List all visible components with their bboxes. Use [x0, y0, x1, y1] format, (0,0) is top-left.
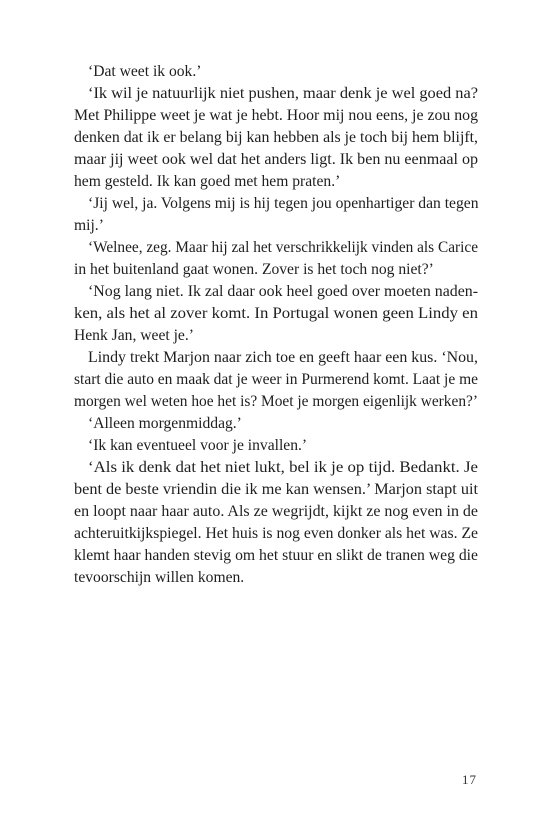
text-line-content: mij.’	[74, 217, 104, 234]
text-line	[74, 457, 478, 479]
text-line-content: ‘Ik kan eventueel voor je invallen.’	[88, 437, 308, 454]
text-line	[74, 413, 478, 435]
text-line-content: bent de beste vriendin die ik me kan wensen.’ Marjon stapt uit	[74, 481, 478, 498]
text-line-content: klemt haar handen stevig om het stuur en slikt de tranen weg die	[74, 547, 478, 564]
text-line	[74, 501, 478, 523]
text-line-content: ken, als het al zover komt. In Portugal wonen geen Lindy en	[74, 305, 478, 322]
text-line-content: ‘Jij wel, ja. Volgens mij is hij tegen jou openhartiger dan tegen	[88, 195, 479, 212]
text-line-content: Lindy trekt Marjon naar zich toe en geeft haar een kus. ‘Nou,	[88, 349, 478, 366]
text-line-content: ‘Dat weet ik ook.’	[88, 63, 202, 80]
text-line-content: ‘Alleen morgenmiddag.’	[88, 415, 242, 432]
text-line-content: hem gesteld. Ik kan goed met hem praten.’	[74, 173, 341, 190]
text-line	[74, 149, 478, 171]
text-line	[74, 127, 478, 149]
text-line	[74, 435, 478, 457]
text-line	[74, 171, 478, 193]
text-line-content: denken dat ik er belang bij kan hebben als je toch bij hem blijft,	[74, 129, 478, 146]
text-line	[74, 369, 478, 391]
text-line	[74, 237, 478, 259]
text-line-content: in het buitenland gaat wonen. Zover is het toch nog niet?’	[74, 261, 434, 278]
text-line-content: en loopt naar haar auto. Als ze wegrijdt, kijkt ze nog even in de	[74, 503, 478, 520]
text-line	[74, 545, 478, 567]
text-line	[74, 61, 478, 83]
text-line-content: maar jij weet ook wel dat het anders ligt. Ik ben nu eenmaal op	[74, 151, 479, 168]
text-line	[74, 347, 478, 369]
text-line	[74, 105, 478, 127]
text-line	[74, 215, 478, 237]
body-text	[74, 61, 478, 589]
text-line	[74, 325, 478, 347]
text-line-content: Met Philippe weet je wat je hebt. Hoor mij nou eens, je zou nog	[74, 107, 478, 124]
text-line	[74, 83, 478, 105]
text-line-content: tevoorschijn willen komen.	[74, 569, 245, 586]
text-line-content: ‘Als ik denk dat het niet lukt, bel ik je op tijd. Bedankt. Je	[88, 459, 478, 476]
page-number: 17	[462, 772, 477, 787]
text-line-content: morgen wel weten hoe het is? Moet je morgen eigenlijk werken?’	[74, 393, 478, 410]
text-line-content: ‘Welnee, zeg. Maar hij zal het verschrikkelijk vinden als Carice	[88, 239, 478, 256]
text-line	[74, 259, 478, 281]
text-line	[74, 303, 478, 325]
text-line	[74, 281, 478, 303]
text-line-content: Henk Jan, weet je.’	[74, 327, 194, 344]
text-line-content: ‘Ik wil je natuurlijk niet pushen, maar denk je wel goed na?	[88, 85, 478, 102]
text-line	[74, 567, 478, 589]
text-line-content: start die auto en maak dat je weer in Purmerend komt. Laat je me	[74, 371, 478, 388]
text-line	[74, 523, 478, 545]
text-line-content: achteruitkijkspiegel. Het huis is nog even donker als het was. Ze	[74, 525, 479, 542]
text-line-content: ‘Nog lang niet. Ik zal daar ook heel goed over moeten naden-	[88, 283, 478, 300]
text-line	[74, 193, 478, 215]
text-line	[74, 479, 478, 501]
text-line	[74, 391, 478, 413]
